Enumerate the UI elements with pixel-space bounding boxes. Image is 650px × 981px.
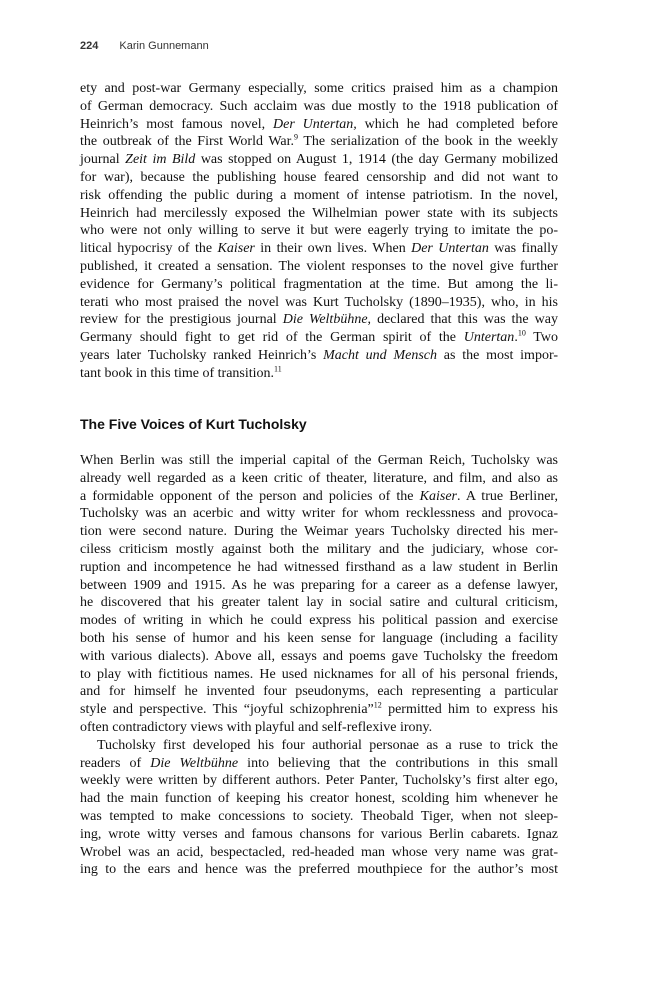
- body-text-block-1: [80, 80, 558, 383]
- text-run: Heinrich had mercilessly exposed the Wilhelmian power state with its subjects: [80, 205, 558, 221]
- text-run: Tucholsky was an acerbic and witty writer for whom recklessness and provoca-: [80, 506, 558, 522]
- italic-text: Der Untertan,: [273, 116, 357, 132]
- text-run: with various dialects). Above all, essays and poems gave Tucholsky the freedom: [80, 648, 558, 664]
- text-run: Heinrich’s most famous novel,: [80, 116, 273, 132]
- text-line: [80, 470, 558, 488]
- text-line: [80, 240, 558, 258]
- text-line: [80, 755, 558, 773]
- text-run: he discovered that his greater talent lay in social satire and cultural criticism,: [80, 595, 558, 611]
- footnote-ref: 9: [294, 132, 299, 142]
- text-run: tant book in this time of transition.: [80, 365, 275, 381]
- text-line: [80, 701, 558, 719]
- text-run: in their own lives. When: [254, 241, 412, 257]
- text-run: ing, wrote witty verses and famous chansons for various Berlin cabarets. Ignaz: [80, 826, 558, 842]
- body-text-block-2: [80, 452, 558, 879]
- text-run: into believing that the contributions in this small: [238, 755, 558, 771]
- text-line: [80, 541, 558, 559]
- text-run: Germany should fight to get rid of the German spirit of the: [80, 330, 464, 346]
- text-run: a formidable opponent of the person and policies of the: [80, 488, 420, 504]
- text-run: had the main function of keeping his creator honest, scolding him whenever he: [80, 791, 558, 807]
- text-line: [80, 133, 558, 151]
- text-run: both his sense of humor and his keen sense for language (including a facility: [80, 630, 558, 646]
- text-line: [80, 276, 558, 294]
- text-run: as the most impor-: [437, 347, 558, 363]
- footnote-ref: 10: [517, 328, 526, 338]
- text-run: who were not only willing to serve it but were eagerly trying to imitate the po-: [80, 223, 558, 239]
- text-run: . A true Berliner,: [456, 488, 559, 504]
- text-run: Two: [525, 330, 558, 346]
- text-line: [80, 311, 558, 329]
- italic-text: Macht und Mensch: [323, 347, 438, 363]
- text-line: [80, 577, 558, 595]
- text-run: weekly were written by different authors. Peter Panter, Tucholsky’s first alter ego,: [80, 773, 558, 789]
- text-line: [80, 116, 558, 134]
- text-run: journal: [80, 152, 126, 168]
- italic-text: Untertan: [463, 330, 515, 346]
- text-line: [80, 559, 558, 577]
- text-run: risk offending the public during a moment of intense patriotism. In the novel,: [80, 187, 558, 203]
- text-line: [80, 630, 558, 648]
- text-run: published, it created a sensation. The violent responses to the novel give further: [80, 258, 558, 274]
- text-line: [80, 488, 558, 506]
- text-run: Wrobel was an acid, bespectacled, red-headed man whose very name was grat-: [80, 844, 558, 860]
- text-line: [80, 790, 558, 808]
- text-line: [80, 861, 558, 879]
- text-line: [80, 666, 558, 684]
- text-line: [80, 737, 558, 755]
- text-line: [80, 719, 558, 737]
- text-line: [80, 683, 558, 701]
- text-line: [80, 151, 558, 169]
- text-line: [80, 205, 558, 223]
- text-line: [80, 258, 558, 276]
- text-run: between 1909 and 1915. As he was preparing for a career as a defense lawyer,: [80, 577, 558, 593]
- text-line: [80, 329, 558, 347]
- text-run: the outbreak of the First World War.: [80, 134, 295, 150]
- italic-text: Der Untertan: [411, 241, 489, 257]
- text-run: for war), because the publishing house feared censorship and did not want to: [80, 169, 558, 185]
- section-heading: The Five Voices of Kurt Tucholsky: [80, 416, 307, 432]
- text-line: [80, 505, 558, 523]
- italic-text: Kaiser: [217, 241, 255, 257]
- text-run: ing to the ears and hence was the preferred mouthpiece for the author’s most: [80, 862, 558, 878]
- text-run: .: [514, 330, 518, 346]
- text-run: The serialization of the book in the weekly: [298, 134, 558, 150]
- italic-text: Die Weltbühne: [282, 312, 368, 328]
- text-run: Tucholsky first developed his four authorial personae as a ruse to trick the: [97, 737, 558, 753]
- text-run: terati who most praised the novel was Kurt Tucholsky (1890–1935), who, in his: [80, 294, 558, 310]
- text-run: modes of writing in which he could express his political passion and exercise: [80, 613, 558, 629]
- text-run: litical hypocrisy of the: [80, 241, 218, 257]
- text-run: tion were second nature. During the Weimar years Tucholsky directed his mer-: [80, 524, 558, 540]
- text-line: [80, 222, 558, 240]
- text-line: [80, 98, 558, 116]
- text-line: [80, 772, 558, 790]
- text-line: [80, 452, 558, 470]
- italic-text: Die Weltbühne: [150, 755, 239, 771]
- text-line: [80, 844, 558, 862]
- text-line: [80, 80, 558, 98]
- text-run: ciless criticism mostly against both the military and the judiciary, whose cor-: [80, 541, 558, 557]
- text-run: already well regarded as a keen critic of theater, literature, and film, and also as: [80, 470, 558, 486]
- text-line: [80, 294, 558, 312]
- text-run: to play with fictitious names. He used nicknames for all of his personal friends,: [80, 666, 558, 682]
- text-line: [80, 808, 558, 826]
- text-line: [80, 169, 558, 187]
- text-line: [80, 612, 558, 630]
- text-run: , declared that this was the way: [367, 312, 558, 328]
- text-line: [80, 347, 558, 365]
- running-head: [80, 40, 209, 52]
- text-run: permitted him to express his: [381, 702, 558, 718]
- text-run: review for the prestigious journal: [80, 312, 283, 328]
- text-run: evidence for Germany’s political fragmentation at the time. But among the li-: [80, 276, 558, 292]
- italic-text: Zeit im Bild: [125, 152, 196, 168]
- text-line: [80, 826, 558, 844]
- text-run: When Berlin was still the imperial capital of the German Reich, Tucholsky was: [80, 453, 558, 468]
- text-line: [80, 187, 558, 205]
- text-run: ruption and incompetence he had witnessed firsthand as a law student in Berlin: [80, 559, 558, 575]
- text-run: was stopped on August 1, 1914 (the day Germany mobilized: [195, 152, 558, 168]
- italic-text: Kaiser: [419, 488, 457, 504]
- text-run: ety and post-war Germany especially, some critics praised him as a champion: [80, 81, 558, 96]
- text-run: which he had completed before: [356, 116, 558, 132]
- text-run: was finally: [488, 241, 559, 257]
- text-line: [80, 365, 558, 383]
- page-number: 224: [80, 40, 99, 52]
- text-line: [80, 594, 558, 612]
- footnote-ref: 11: [274, 364, 282, 374]
- running-head-author: Karin Gunnemann: [119, 40, 209, 52]
- text-line: [80, 523, 558, 541]
- text-run: of German democracy. Such acclaim was due mostly to the 1918 publication of: [80, 98, 558, 114]
- footnote-ref: 12: [373, 700, 382, 710]
- text-run: years later Tucholsky ranked Heinrich’s: [80, 347, 324, 363]
- text-run: often contradictory views with playful and self-reflexive irony.: [80, 719, 433, 735]
- text-run: was tempted to make concessions to society. Theobald Tiger, when not sleep-: [80, 808, 558, 824]
- text-run: and for himself he invented four pseudonyms, each representing a particular: [80, 684, 558, 700]
- text-run: style and perspective. This “joyful schizophrenia”: [80, 702, 374, 718]
- text-line: [80, 648, 558, 666]
- text-run: readers of: [80, 755, 151, 771]
